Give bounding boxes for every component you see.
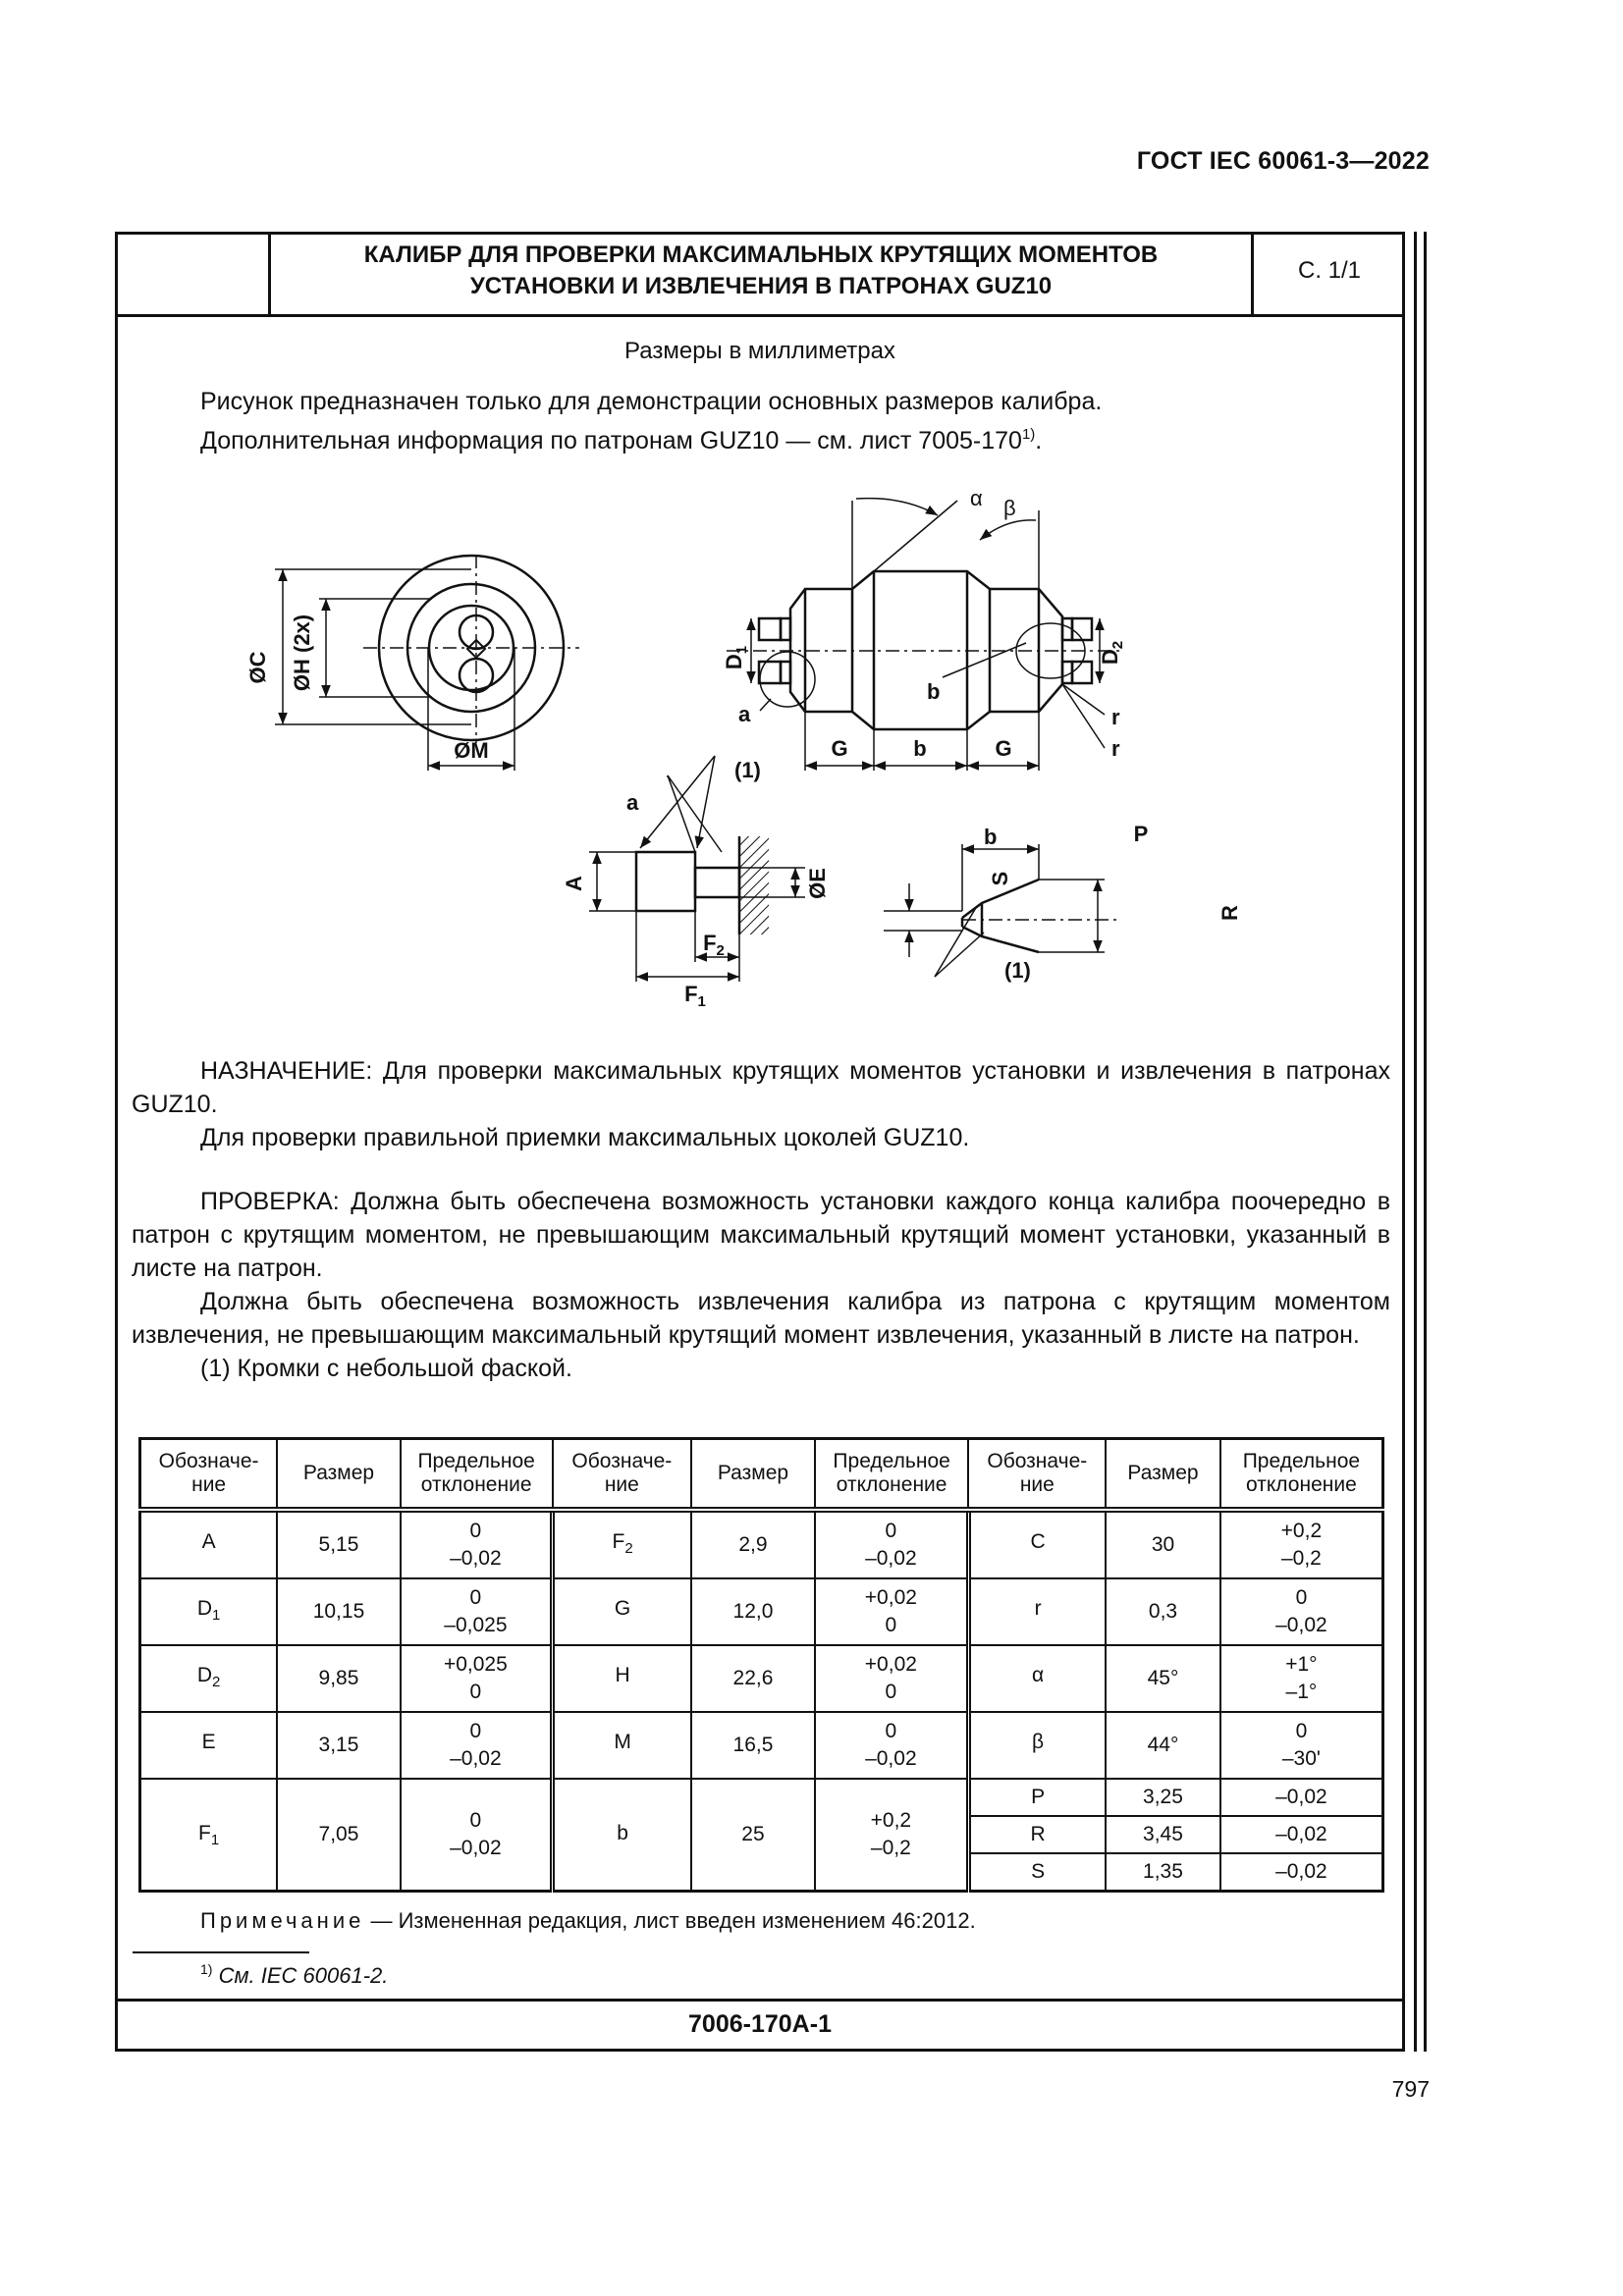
cell-symbol: E: [140, 1712, 278, 1779]
cell-tolerance: +0,02 0: [815, 1578, 969, 1645]
note: [200, 1908, 976, 1934]
cell-symbol: H: [553, 1645, 692, 1712]
cell-tolerance: +0,02 0: [815, 1645, 969, 1712]
col-header-designation: Обозначе- ние: [140, 1439, 278, 1511]
dimensions-table: [138, 1437, 1384, 1893]
col-header-size: Размер: [1106, 1439, 1220, 1511]
dim-label-m: ØM: [454, 738, 489, 763]
table-row: [140, 1510, 1383, 1578]
chamfer-detail: [884, 844, 1119, 977]
label-note-ref-chamfer: (1): [1004, 958, 1031, 983]
dim-label-f2: $F_2$: [703, 931, 725, 959]
cell-symbol: r: [968, 1578, 1106, 1645]
cell-tolerance: –0,02: [1220, 1779, 1383, 1816]
footnote-separator: [133, 1951, 309, 1953]
intro-line: [200, 418, 1102, 457]
cell-tolerance: 0 –0,02: [815, 1712, 969, 1779]
dim-label-p: P: [1133, 822, 1149, 846]
check-note: (1) Кромки с небольшой фаской.: [200, 1355, 572, 1382]
cell-symbol: R: [968, 1816, 1106, 1853]
label-b-detail: b: [984, 825, 998, 849]
dim-label-r: R: [1217, 905, 1242, 921]
end-view: [275, 555, 579, 771]
label-r-upper: r: [1111, 705, 1120, 729]
cell-symbol: b: [553, 1779, 692, 1892]
note-label: Примечание: [200, 1908, 365, 1933]
intro-text: [200, 385, 1102, 457]
check-text: Должна быть обеспечена возможность извлечения калибра из патрона с крутящим моментом извлечения, не превышающим максимальный крутящий момент извлечения, указанный в листе на патрон.: [132, 1288, 1390, 1349]
cell-symbol: S: [968, 1853, 1106, 1892]
footnote-text: См. IEC 60061-2.: [212, 1963, 389, 1988]
frame-rail: [1424, 232, 1427, 2052]
table-row: [140, 1645, 1383, 1712]
cell-size: 7,05: [277, 1779, 401, 1892]
label-b-side: b: [927, 679, 941, 704]
cell-symbol: M: [553, 1712, 692, 1779]
purpose-text: НАЗНАЧЕНИЕ: Для проверки максимальных крутящих моментов установки и извлечения в патронах GUZ10.: [132, 1057, 1390, 1118]
dim-label-d1: $D_1$: [722, 645, 750, 670]
footer-separator: [115, 1999, 1405, 2002]
dim-label-c: ØC: [245, 651, 270, 684]
footnote: [200, 1961, 388, 1989]
dim-label-s: S: [988, 871, 1012, 886]
cell-tolerance: –0,02: [1220, 1816, 1383, 1853]
footnote-mark: 1): [200, 1961, 213, 1977]
cell-tolerance: 0 –0,02: [401, 1510, 553, 1578]
dim-label-h: ØH (2x): [290, 614, 314, 692]
cell-size: 2,9: [691, 1510, 815, 1578]
dim-label-e: ØE: [805, 868, 830, 899]
note-text: — Измененная редакция, лист введен изменением 46:2012.: [364, 1908, 976, 1933]
col-header-size: Размер: [691, 1439, 815, 1511]
cell-tolerance: 0 –0,02: [1220, 1578, 1383, 1645]
cell-tolerance: –0,02: [1220, 1853, 1383, 1892]
label-a-side: a: [738, 702, 751, 726]
dim-label-d2: $D_2$: [1098, 640, 1126, 666]
table-row: [140, 1578, 1383, 1645]
intro-line: Рисунок предназначен только для демонстрации основных размеров калибра.: [200, 388, 1103, 415]
gauge-drawing: [236, 471, 1296, 1041]
intro-line-text: Дополнительная информация по патронам GUZ10 — см. лист 7005-170: [200, 427, 1022, 454]
col-header-tolerance: Предельное отклонение: [815, 1439, 969, 1511]
table-row: [140, 1779, 1383, 1816]
units-caption: Размеры в миллиметрах: [624, 338, 895, 364]
angle-alpha: α: [970, 486, 983, 510]
dim-label-b: b: [913, 736, 927, 761]
cell-size: 45°: [1106, 1645, 1220, 1712]
cell-symbol: α: [968, 1645, 1106, 1712]
cell-tolerance: +0,2 –0,2: [1220, 1510, 1383, 1578]
purpose-text: Для проверки правильной приемки максимальных цоколей GUZ10.: [200, 1124, 970, 1151]
page-number: 797: [1391, 2076, 1430, 2102]
cell-symbol: C: [968, 1510, 1106, 1578]
col-header-designation: Обозначе- ние: [553, 1439, 692, 1511]
col-header-tolerance: Предельное отклонение: [1220, 1439, 1383, 1511]
sheet-title: [271, 240, 1251, 302]
cell-size: 1,35: [1106, 1853, 1220, 1892]
side-view: [727, 499, 1119, 771]
cell-size: 3,25: [1106, 1779, 1220, 1816]
cell-symbol: $F_2$: [553, 1510, 692, 1578]
cell-size: 3,45: [1106, 1816, 1220, 1853]
footnote-ref: 1): [1021, 426, 1036, 443]
col-header-size: Размер: [277, 1439, 401, 1511]
cell-symbol: $F_1$: [140, 1779, 278, 1892]
sheet-id: 7006-170A-1: [688, 2010, 832, 2038]
cell-symbol: A: [140, 1510, 278, 1578]
dim-label-a: A: [562, 876, 586, 891]
cell-symbol: P: [968, 1779, 1106, 1816]
cell-size: 3,15: [277, 1712, 401, 1779]
standard-code: ГОСТ IEC 60061-3—2022: [1136, 147, 1430, 175]
intro-line-end: .: [1035, 427, 1043, 454]
cell-size: 10,15: [277, 1578, 401, 1645]
cell-size: 16,5: [691, 1712, 815, 1779]
dim-label-f1: $F_1$: [684, 982, 706, 1010]
cell-symbol: $D_1$: [140, 1578, 278, 1645]
check-text: ПРОВЕРКА: Должна быть обеспечена возможность установки каждого конца калибра поочередно в патрон с крутящим моментом, не превышающим максимальный крутящий момент установки, указанный в листе на патрон.: [132, 1188, 1390, 1282]
cell-tolerance: +0,2 –0,2: [815, 1779, 969, 1892]
dim-label-g-left: G: [831, 736, 848, 761]
cell-size: 44°: [1106, 1712, 1220, 1779]
cell-symbol: G: [553, 1578, 692, 1645]
cell-size: 25: [691, 1779, 815, 1892]
purpose-section: [132, 1054, 1390, 1154]
label-r-lower: r: [1111, 736, 1120, 761]
sheet-title-line: УСТАНОВКИ И ИЗВЛЕЧЕНИЯ В ПАТРОНАХ GUZ10: [469, 273, 1053, 299]
sheet-number: С. 1/1: [1297, 257, 1362, 284]
sheet-title-line: КАЛИБР ДЛЯ ПРОВЕРКИ МАКСИМАЛЬНЫХ КРУТЯЩИХ МОМЕНТОВ: [363, 241, 1159, 268]
cell-size: 9,85: [277, 1645, 401, 1712]
cell-size: 5,15: [277, 1510, 401, 1578]
cell-tolerance: 0 –0,02: [815, 1510, 969, 1578]
cell-size: 22,6: [691, 1645, 815, 1712]
col-header-tolerance: Предельное отклонение: [401, 1439, 553, 1511]
angle-beta: β: [1003, 496, 1016, 520]
cell-tolerance: 0 –30': [1220, 1712, 1383, 1779]
label-a-detail: a: [626, 790, 639, 815]
dim-label-g-right: G: [995, 736, 1012, 761]
cell-size: 12,0: [691, 1578, 815, 1645]
cell-tolerance: 0 –0,025: [401, 1578, 553, 1645]
pin-detail: [589, 756, 805, 982]
cell-size: 0,3: [1106, 1578, 1220, 1645]
label-note-ref-pin: (1): [734, 758, 761, 782]
check-section: [132, 1185, 1390, 1385]
cell-symbol: $D_2$: [140, 1645, 278, 1712]
table-header-row: [140, 1439, 1383, 1511]
col-header-designation: Обозначе- ние: [968, 1439, 1106, 1511]
table-row: [140, 1712, 1383, 1779]
cell-tolerance: 0 –0,02: [401, 1712, 553, 1779]
cell-tolerance: +1° –1°: [1220, 1645, 1383, 1712]
frame-rail: [1414, 232, 1417, 2052]
cell-size: 30: [1106, 1510, 1220, 1578]
cell-symbol: β: [968, 1712, 1106, 1779]
cell-tolerance: 0 –0,02: [401, 1779, 553, 1892]
cell-tolerance: +0,025 0: [401, 1645, 553, 1712]
